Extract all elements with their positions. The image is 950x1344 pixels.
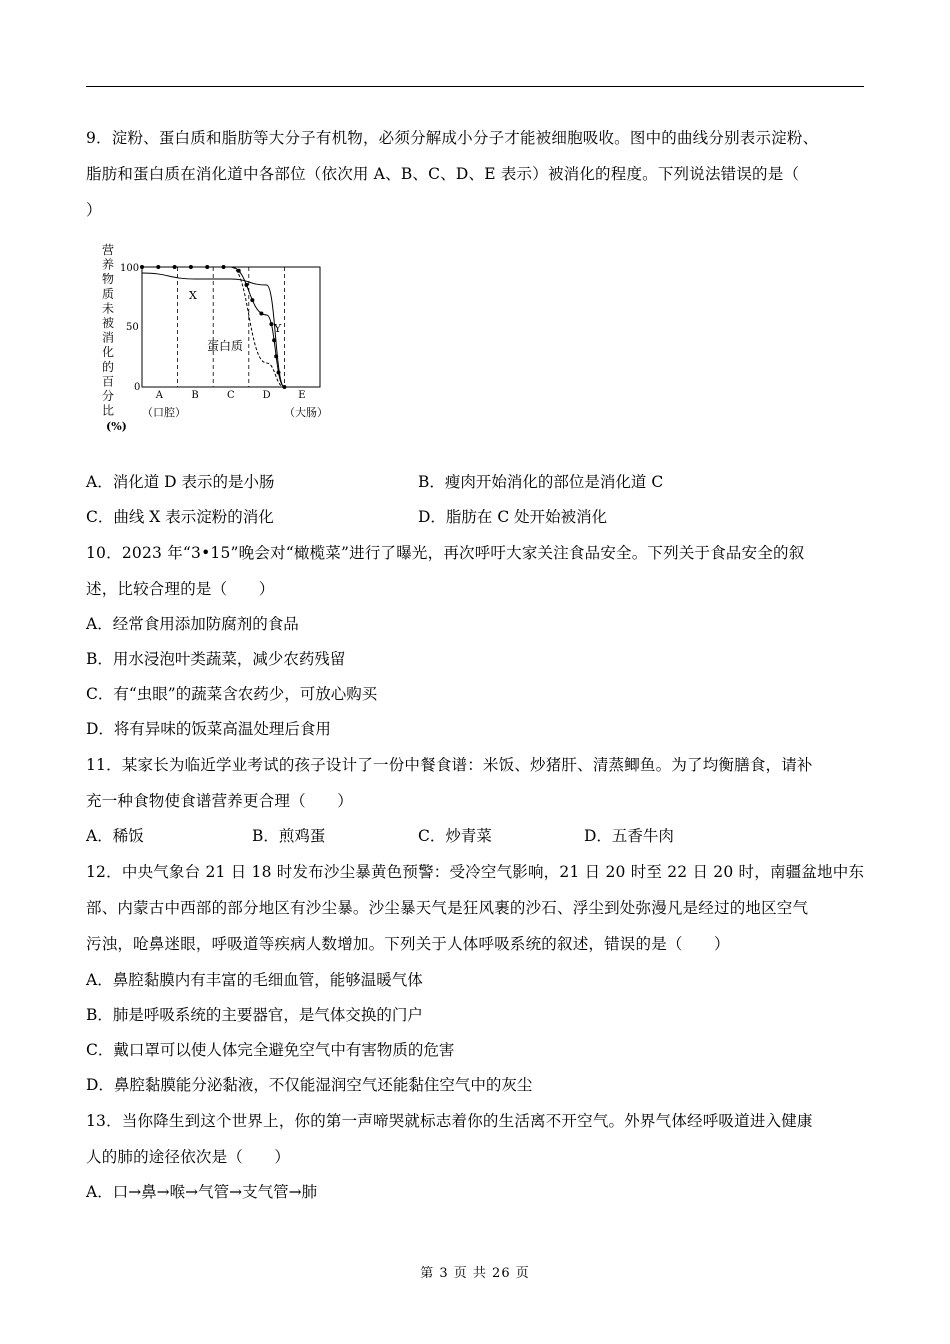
q9-option-a: A．消化道 D 表示的是小肠 (86, 473, 275, 491)
series-marker (274, 354, 278, 358)
series-marker (269, 322, 273, 326)
q12-stem-line-3: 污浊，呛鼻迷眼，呼吸道等疾病人数增加。下列关于人体呼吸系统的叙述，错误的是（ ） (86, 935, 730, 953)
y-axis-label-char: 未 (102, 301, 115, 316)
q10-option-c: C．有“虫眼”的蔬菜含农药少，可放心购买 (86, 685, 378, 703)
q13-option-a: A．口→鼻→喉→气管→支气管→肺 (86, 1183, 318, 1201)
q9-stem-line-3: ） (86, 201, 102, 219)
x-category-label: E (298, 390, 306, 401)
y-axis-label-char: 分 (102, 389, 115, 403)
category-note-a: （口腔） (142, 406, 186, 419)
q12-option-a: A．鼻腔黏膜内有丰富的毛细血管，能够温暖气体 (86, 971, 423, 989)
header-rule (86, 86, 864, 87)
x-category-label: C (227, 390, 235, 401)
y-axis-label-char: 质 (102, 286, 115, 301)
q10-stem-line-1: 10．2023 年“3•15”晚会对“橄榄菜”进行了曝光，再次呼吁大家关注食品安全。下列关于食品安全的叙 (86, 544, 805, 562)
q9-option-c: C．曲线 X 表示淀粉的消化 (86, 508, 274, 526)
series-marker (259, 311, 263, 315)
y-axis-label-char: 养 (102, 257, 115, 272)
series-marker (140, 265, 144, 269)
page-footer: 第 3 页 共 26 页 (420, 1266, 530, 1281)
q10-option-d: D．将有异味的饭菜高温处理后食用 (86, 720, 331, 738)
q10-option-a: A．经常食用添加防腐剂的食品 (86, 615, 299, 633)
y-tick-100: 100 (120, 263, 140, 274)
series-marker (245, 283, 249, 287)
y-axis-label (102, 242, 114, 418)
y-axis-label-char: 的 (102, 359, 115, 374)
q10-option-b: B．用水浸泡叶类蔬菜，减少农药残留 (86, 650, 346, 668)
series-marker (276, 371, 280, 375)
y-axis-label-char: 消 (102, 330, 115, 345)
curve-label-y: Y (274, 322, 282, 335)
segment-dividers (178, 267, 285, 387)
y-axis-label-char: 百 (102, 374, 115, 389)
x-category-label: D (262, 390, 271, 401)
category-note-e: （大肠） (284, 406, 328, 419)
q10-stem-line-2: 述，比较合理的是（ ） (86, 580, 275, 598)
series-marker (250, 298, 254, 302)
x-category-label: A (155, 390, 164, 401)
q11-option-c: C．炒青菜 (418, 827, 492, 845)
q12-option-d: D．鼻腔黏膜能分泌黏液，不仅能湿润空气还能黏住空气中的灰尘 (86, 1076, 533, 1094)
y-tick-0: 0 (134, 382, 141, 393)
y-tick-50: 50 (126, 322, 139, 333)
q11-option-b: B．煎鸡蛋 (252, 827, 326, 845)
q9-stem-line-2: 脂肪和蛋白质在消化道中各部位（依次用 A、B、C、D、E 表示）被消化的程度。下列说法错误的是（ (86, 165, 800, 183)
q12-stem-line-2: 部、内蒙古中西部的部分地区有沙尘暴。沙尘暴天气是狂风裹的沙石、浮尘到处弥漫凡是经过的地区空气 (86, 899, 809, 917)
y-axis-label-char: 比 (102, 403, 115, 418)
q12-option-c: C．戴口罩可以使人体完全避免空气中有害物质的危害 (86, 1041, 455, 1059)
q11-option-d: D．五香牛肉 (584, 827, 674, 845)
y-axis-label-char: 化 (102, 345, 115, 360)
y-axis-label-char: 物 (102, 272, 115, 287)
y-axis-label-char: 被 (102, 316, 115, 330)
series-marker (205, 265, 209, 269)
series-marker (282, 385, 286, 389)
q12-option-b: B．肺是呼吸系统的主要器官，是气体交换的门户 (86, 1006, 423, 1024)
series-marker (156, 265, 160, 269)
q11-option-a: A．稀饭 (86, 827, 144, 845)
series-marker (222, 265, 226, 269)
q11-stem-line-2: 充一种食物使食谱营养更合理（ ） (86, 792, 353, 810)
q9-stem-line-1: 9．淀粉、蛋白质和脂肪等大分子有机物，必须分解成小分子才能被细胞吸收。图中的曲线分别表示淀粉、 (86, 129, 819, 147)
curve-label-protein: 蛋白质 (207, 339, 244, 353)
q11-stem-line-1: 11．某家长为临近学业考试的孩子设计了一份中餐食谱：米饭、炒猪肝、清蒸鲫鱼。为了均衡膳食，请补 (86, 756, 813, 774)
q9-option-d: D．脂肪在 C 处开始被消化 (418, 508, 608, 526)
series-marker (237, 269, 241, 273)
x-category-label: B (191, 390, 199, 401)
series-marker (173, 265, 177, 269)
plot-frame (142, 267, 320, 387)
q13-stem-line-2: 人的肺的途径依次是（ ） (86, 1148, 291, 1166)
series-marker (189, 265, 193, 269)
q9-option-b: B．瘦肉开始消化的部位是消化道 C (418, 473, 664, 491)
y-axis-label-char: 营 (102, 243, 115, 257)
y-axis-unit: (%) (106, 420, 127, 433)
digestion-chart (96, 240, 346, 444)
q13-stem-line-1: 13．当你降生到这个世界上，你的第一声啼哭就标志着你的生活离不开空气。外界气体经呼吸道进入健康 (86, 1112, 813, 1130)
series-marker (272, 338, 276, 342)
x-categories (155, 390, 306, 401)
curve-label-x: X (189, 289, 197, 302)
q12-stem-line-1: 12．中央气象台 21 日 18 时发布沙尘暴黄色预警：受冷空气影响，21 日 20 时至 22 日 20 时，南疆盆地中东 (86, 863, 865, 881)
